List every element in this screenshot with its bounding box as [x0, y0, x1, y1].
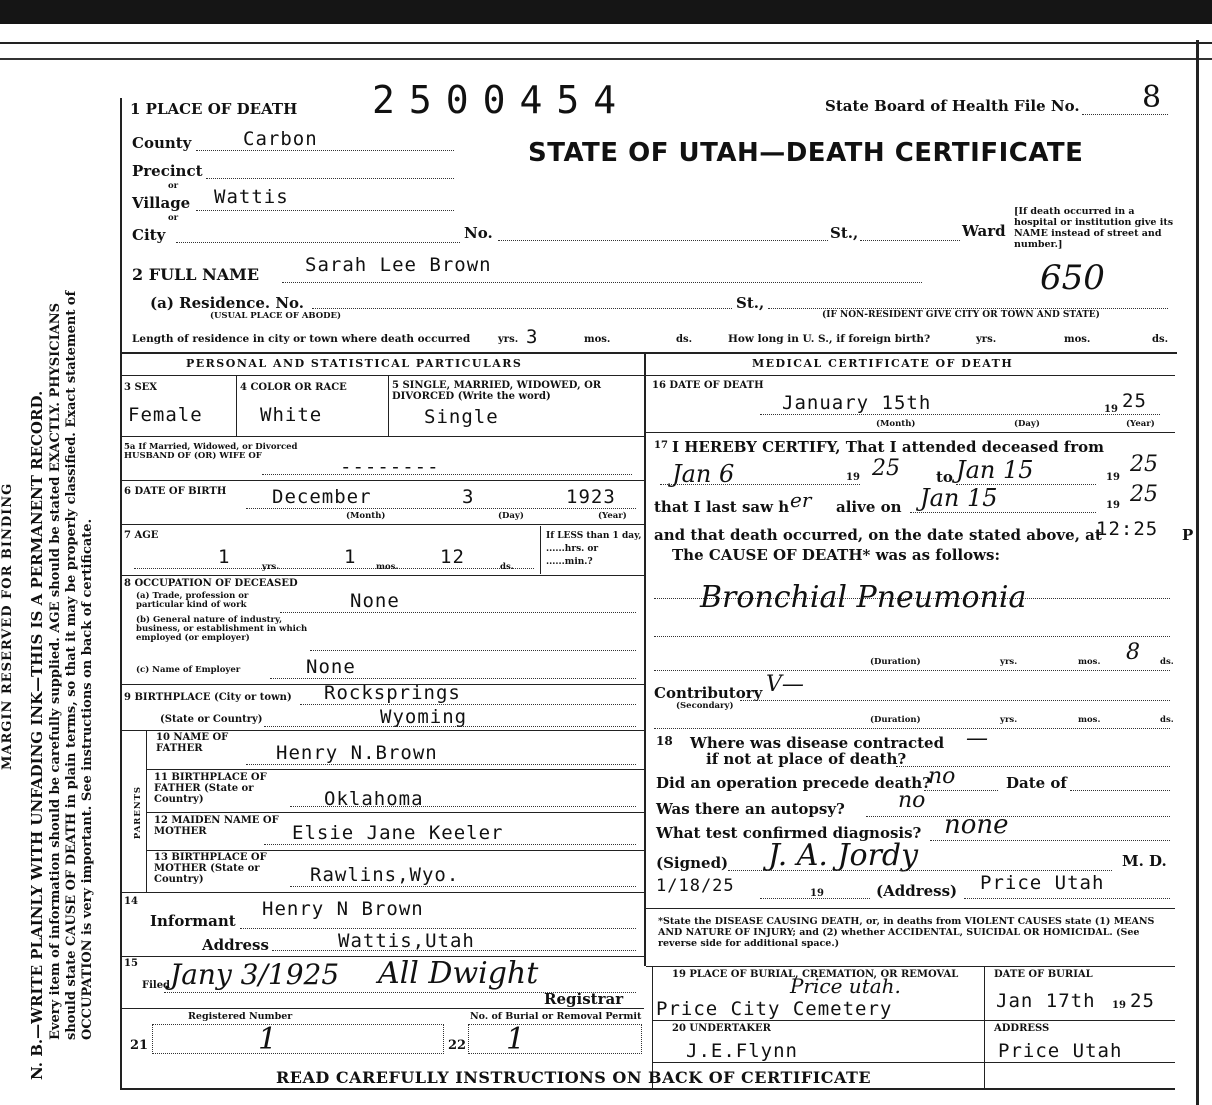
alive-year-prefix: 19 [1106, 500, 1120, 511]
informant-address-value: Wattis,Utah [338, 930, 475, 952]
test-confirmed-label: What test confirmed diagnosis? [656, 824, 922, 842]
age-yrs-caption: yrs. [262, 562, 280, 572]
burial-19-label: 19 [1112, 1000, 1126, 1011]
md-label: M. D. [1122, 852, 1167, 870]
death-time-value: 12:25 [1096, 518, 1159, 540]
dob-year-caption: (Year) [598, 511, 627, 521]
test-confirmed-value: none [944, 810, 1009, 840]
scan-top-edge [0, 0, 1212, 24]
signed-line [728, 870, 1112, 871]
age-yrs: 1 [218, 546, 231, 568]
occupation-a-value: None [350, 590, 400, 612]
race-label: 4 COLOR OR RACE [240, 382, 347, 393]
medical-rule-1 [646, 432, 1175, 433]
residence-line [312, 308, 732, 309]
informant-line [240, 928, 636, 929]
cause-duration-mos: mos. [1078, 657, 1101, 667]
file-no-value: 8 [1142, 80, 1162, 115]
marital-label: 5 SINGLE, MARRIED, WIDOWED, OR DIVORCED (Write the word) [392, 380, 602, 402]
ward-note: [If death occurred in a hospital or institution give its NAME instead of street and number.] [1014, 206, 1174, 250]
street-no-line [498, 240, 828, 241]
burial-rule [652, 1020, 1175, 1021]
operation-label: Did an operation precede death? [656, 774, 931, 792]
or-label-2: or [168, 213, 179, 223]
burial-permit-box [468, 1024, 642, 1054]
contributory-duration-label: (Duration) [870, 715, 921, 725]
parents-tab-label: PARENTS [133, 785, 144, 840]
alive-on-value: Jan 15 [920, 484, 998, 512]
cause-duration-days-value: 8 [1126, 640, 1140, 665]
occupation-b-line [310, 650, 636, 651]
dob-line [246, 508, 636, 509]
burial-place-value: Price City Cemetery [656, 998, 893, 1020]
alive-on-line [910, 512, 1096, 513]
precinct-line [206, 178, 454, 179]
burial-year-value: 25 [1130, 990, 1155, 1012]
full-name-line [282, 282, 922, 283]
village-line [196, 210, 454, 211]
dob-day: 3 [462, 486, 475, 508]
row-rule-6 [122, 730, 644, 731]
dod-century: 19 [1104, 404, 1118, 415]
item-15-number: 15 [124, 958, 138, 969]
certificate-number: 2500454 [372, 78, 631, 122]
row-rule-8 [146, 812, 644, 813]
dod-month-caption: (Month) [876, 419, 916, 429]
where-contracted-label: Where was disease contracted [690, 734, 945, 752]
city-label: City [132, 226, 166, 244]
physician-address-value: Price Utah [980, 872, 1105, 894]
sex-value: Female [128, 404, 203, 426]
dob-month-caption: (Month) [346, 511, 386, 521]
full-name-side-number: 650 [1040, 258, 1105, 298]
filed-label: Filed [142, 980, 171, 991]
undertaker-address-value: Price Utah [998, 1040, 1123, 1062]
age-less-divider [540, 526, 541, 574]
cause-line-2 [654, 636, 1170, 637]
row-rule-10 [122, 892, 644, 893]
county-value: Carbon [243, 128, 318, 150]
where-contracted-value: — [966, 726, 988, 751]
age-mos: 1 [344, 546, 357, 568]
certificate-title: STATE OF UTAH—DEATH CERTIFICATE [528, 138, 1084, 168]
city-line [176, 242, 460, 243]
signed-label: (Signed) [656, 854, 729, 872]
age-ds: 12 [440, 546, 465, 568]
burial-permit-value: 1 [506, 1022, 526, 1057]
contributory-duration-ds: ds. [1160, 715, 1174, 725]
medical-section-title: MEDICAL CERTIFICATE OF DEATH [752, 357, 1014, 370]
less-than-day-label: If LESS than 1 day, ......hrs. or ......min.? [546, 531, 642, 567]
cause-value: Bronchial Pneumonia [700, 580, 1027, 615]
us-ds-label: ds. [1152, 334, 1169, 345]
form-bottom-border [120, 1088, 1175, 1090]
dod-year: 25 [1122, 390, 1147, 412]
certify-label: I HEREBY CERTIFY, That I attended deceased from [672, 438, 1105, 456]
contributory-duration-mos: mos. [1078, 715, 1101, 725]
dod-line [760, 414, 1160, 415]
residence-street-label: St., [736, 294, 765, 312]
contributory-value: V— [766, 672, 804, 697]
undertaker-rule [652, 1062, 1175, 1063]
registered-number-value: 1 [258, 1022, 278, 1057]
alive-year-value: 25 [1130, 482, 1158, 507]
scan-paper-edge-2 [0, 44, 1212, 60]
row-rule-12 [122, 1008, 644, 1009]
medical-rule-2 [646, 908, 1175, 909]
burial-place-handwritten: Price utah. [790, 974, 901, 998]
autopsy-label: Was there an autopsy? [656, 800, 845, 818]
item-22-number: 22 [448, 1038, 467, 1053]
item-18-number: 18 [656, 734, 673, 748]
contributory-line [740, 700, 1170, 701]
to-year-value: 25 [1130, 452, 1158, 477]
ward-label: Ward [962, 222, 1006, 240]
margin-text-block [0, 50, 96, 1100]
personal-section-title: PERSONAL AND STATISTICAL PARTICULARS [186, 357, 523, 370]
village-label: Village [132, 194, 191, 212]
undertaker-label: 20 UNDERTAKER [672, 1023, 771, 1034]
birthplace-label: 9 BIRTHPLACE (City or town) [124, 692, 292, 703]
length-of-residence-label: Length of residence in city or town where death occurred [132, 333, 471, 345]
contributory-duration-line [654, 728, 1170, 729]
death-occurred-label: and that death occurred, on the date stated above, at [654, 526, 1102, 544]
birthplace-line [300, 704, 636, 705]
attended-from-line [660, 484, 860, 485]
occupation-a-line [280, 612, 636, 613]
father-birthplace-value: Oklahoma [324, 788, 424, 810]
father-name-value: Henry N.Brown [276, 742, 438, 764]
dob-day-caption: (Day) [498, 511, 524, 521]
cause-label: The CAUSE OF DEATH* was as follows: [672, 546, 1001, 564]
burial-date-value: Jan 17th [996, 990, 1096, 1012]
last-saw-pronoun: er [790, 488, 812, 512]
operation-date-line [1070, 790, 1170, 791]
burial-date-label: DATE OF BURIAL [994, 969, 1093, 980]
mother-birthplace-label: 13 BIRTHPLACE OF MOTHER (State or Country) [154, 852, 267, 885]
full-name-label: 2 FULL NAME [132, 265, 260, 284]
how-long-us-label: How long in U. S., if foreign birth? [728, 333, 931, 345]
sex-label: 3 SEX [124, 382, 158, 393]
nonresident-note: (IF NON-RESIDENT GIVE CITY OR TOWN AND STATE) [822, 310, 1100, 320]
contributory-label: Contributory [654, 684, 763, 702]
undertaker-value: J.E.Flynn [686, 1040, 798, 1062]
full-name-value: Sarah Lee Brown [305, 254, 492, 276]
signed-date-value: 1/18/25 [656, 876, 735, 896]
spouse-label: 5a If Married, Widowed, or Divorced HUSBAND OF (OR) WIFE OF [124, 442, 298, 461]
medical-rule-3 [646, 966, 1175, 967]
length-yrs-value: 3 [526, 326, 539, 348]
operation-line [924, 790, 998, 791]
burial-date-divider [984, 966, 985, 1088]
street-line [860, 240, 960, 241]
operation-date-label: Date of [1006, 774, 1067, 792]
birthplace-city: Rocksprings [324, 682, 461, 704]
cause-duration-ds: ds. [1160, 657, 1174, 667]
column-divider [644, 352, 646, 966]
mother-name-value: Elsie Jane Keeler [292, 822, 504, 844]
undertaker-address-label: ADDRESS [994, 1023, 1050, 1034]
street-no-label: No. [464, 224, 493, 242]
employer-value: None [306, 656, 356, 678]
physician-address-label: (Address) [876, 882, 958, 900]
contributory-duration-yrs: yrs. [1000, 715, 1018, 725]
test-confirmed-line [930, 840, 1170, 841]
item-21-number: 21 [130, 1038, 149, 1053]
parents-tab-divider [146, 730, 147, 892]
to-year-prefix: 19 [1106, 472, 1120, 483]
section-divider [122, 352, 1177, 354]
county-line [196, 150, 454, 151]
signed-date-line [760, 898, 870, 899]
father-name-label: 10 NAME OF FATHER [156, 732, 229, 754]
last-saw-label: that I last saw h [654, 498, 790, 516]
dod-month-day: January 15th [782, 392, 932, 414]
dod-year-caption: (Year) [1126, 419, 1155, 429]
alive-on-label: alive on [836, 498, 902, 516]
informant-value: Henry N Brown [262, 898, 424, 920]
registrar-label: Registrar [544, 990, 624, 1008]
row-rule-2 [122, 480, 644, 481]
item-14-number: 14 [124, 896, 138, 907]
burial-permit-label: No. of Burial or Removal Permit [470, 1011, 642, 1022]
scan-paper-edge [0, 24, 1212, 44]
nb-line-4: OCCUPATION is very important. See instructions on back of certificate. [80, 518, 95, 1040]
us-yrs-label: yrs. [976, 334, 997, 345]
race-marital-divider [388, 376, 389, 436]
mother-birthplace-line [290, 886, 636, 887]
binding-margin-label: MARGIN RESERVED FOR BINDING [0, 482, 15, 770]
place-of-death-label: 1 PLACE OF DEATH [130, 100, 298, 118]
occupation-label: 8 OCCUPATION OF DECEASED [124, 578, 298, 589]
village-value: Wattis [214, 186, 289, 208]
attended-to-value: Jan 15 [956, 456, 1034, 484]
age-ds-caption: ds. [500, 562, 514, 572]
burial-place-label: 19 PLACE OF BURIAL, CREMATION, OR REMOVAL [672, 969, 959, 980]
employer-label: (c) Name of Employer [136, 665, 241, 675]
from-year-prefix: 19 [846, 472, 860, 483]
row-rule-9 [146, 850, 644, 851]
dob-month: December [272, 486, 372, 508]
row-rule-4 [122, 575, 644, 576]
marital-value: Single [424, 406, 499, 428]
street-label: St., [830, 224, 859, 242]
physician-address-line [964, 898, 1170, 899]
medical-title-rule [646, 375, 1175, 376]
row-rule-3 [122, 524, 644, 525]
operation-value: no [928, 764, 956, 789]
cause-footnote: *State the DISEASE CAUSING DEATH, or, in deaths from VIOLENT CAUSES state (1) MEANS AND NATURE OF INJURY; and (2) whether ACCIDENTAL, SUICIDAL OR HOMICIDAL. (See reverse side for additional space.) [658, 916, 1155, 949]
file-no-label: State Board of Health File No. [825, 97, 1080, 115]
personal-title-rule [122, 375, 644, 376]
to-label: to [936, 468, 953, 486]
or-label-1: or [168, 181, 179, 191]
length-yrs-label: yrs. [498, 334, 519, 345]
row-rule-1 [122, 436, 644, 437]
mother-name-line [264, 844, 636, 845]
from-year-value: 25 [872, 456, 900, 481]
sex-race-divider [236, 376, 237, 436]
father-birthplace-label: 11 BIRTHPLACE OF FATHER (State or Country) [154, 772, 267, 805]
right-edge-line [1196, 40, 1199, 1105]
row-rule-7 [146, 769, 644, 770]
filed-date-value: Jany 3/1925 [170, 958, 340, 991]
secondary-label: (Secondary) [676, 701, 734, 711]
employer-line [270, 678, 636, 679]
birthplace-state: Wyoming [380, 706, 468, 728]
length-ds-label: ds. [676, 334, 693, 345]
attended-from-value: Jan 6 [672, 460, 735, 488]
where-contracted-label-2: if not at place of death? [706, 750, 907, 768]
race-value: White [260, 404, 323, 426]
birthplace-state-label: (State or Country) [160, 714, 263, 725]
cause-duration-yrs: yrs. [1000, 657, 1018, 667]
nb-line-1: N. B.—WRITE PLAINLY WITH UNFADING INK—THIS IS A PERMANENT RECORD. [28, 390, 46, 1080]
residence-street-line [768, 308, 1168, 309]
death-time-pm: P [1182, 526, 1194, 544]
physician-signature: J. A. Jordy [768, 838, 919, 873]
nb-line-3: should state CAUSE OF DEATH in plain terms, so that it may be properly classified. Exact statement of [64, 290, 79, 1040]
registrar-signature: All Dwight [378, 956, 539, 991]
footer-instructions: READ CAREFULLY INSTRUCTIONS ON BACK OF CERTIFICATE [276, 1068, 872, 1087]
dob-label: 6 DATE OF BIRTH [124, 486, 227, 497]
residence-label: (a) Residence. No. [150, 294, 305, 312]
signed-19-label: 19 [810, 888, 824, 899]
county-label: County [132, 134, 192, 152]
dod-day-caption: (Day) [1014, 419, 1040, 429]
residence-sub-label: (USUAL PLACE OF ABODE) [210, 311, 342, 321]
occupation-a-label: (a) Trade, profession or particular kind of work [136, 591, 249, 610]
autopsy-line [866, 816, 1170, 817]
form-left-border [120, 98, 122, 1090]
dod-label: 16 DATE OF DEATH [652, 380, 764, 391]
spouse-value: -------- [340, 456, 440, 478]
us-mos-label: mos. [1064, 334, 1091, 345]
cause-duration-line [654, 670, 1170, 671]
occupation-b-label: (b) General nature of industry, business, or establishment in which employed (or employer) [136, 615, 308, 643]
mother-name-label: 12 MAIDEN NAME OF MOTHER [154, 815, 279, 837]
length-mos-label: mos. [584, 334, 611, 345]
informant-address-label: Address [202, 936, 269, 954]
spouse-line [262, 474, 632, 475]
nb-line-2: Every item of information should be carefully supplied. AGE should be stated EXACTLY. PHYSICIANS [48, 302, 63, 1040]
mother-birthplace-value: Rawlins,Wyo. [310, 864, 460, 886]
age-line [134, 568, 534, 569]
registered-number-label: Registered Number [188, 1011, 293, 1022]
precinct-label: Precinct [132, 162, 203, 180]
item-17-number: 17 [654, 440, 668, 451]
father-name-line [246, 764, 636, 765]
cause-duration-label: (Duration) [870, 657, 921, 667]
dob-year: 1923 [566, 486, 616, 508]
registered-number-box [152, 1024, 444, 1054]
autopsy-value: no [898, 788, 926, 813]
informant-label: Informant [150, 912, 236, 930]
age-mos-caption: mos. [376, 562, 399, 572]
age-label: 7 AGE [124, 530, 159, 541]
